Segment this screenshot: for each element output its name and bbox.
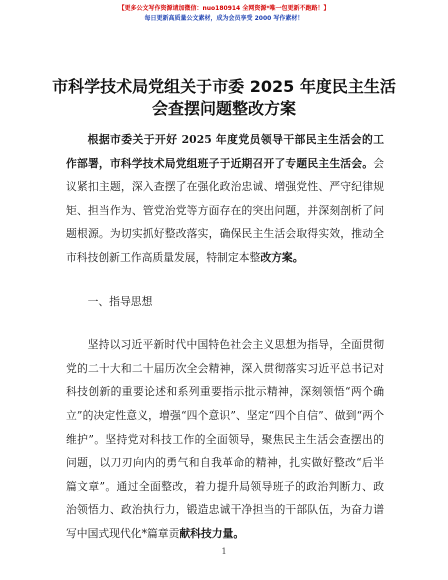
title-line-2: 会查摆问题整改方案	[151, 99, 296, 118]
intro-paragraph	[66, 128, 384, 270]
promo-line-red: 【更多公文写作资源请加微信：nuo180914 全网资源*唯一包更新不跑路！】	[118, 5, 330, 12]
section-heading-guiding-ideology: 一、指导思想	[87, 294, 153, 308]
header-banner	[0, 4, 448, 24]
promo-line-blue: 每日更新高质量公文素材，成为会员享受 2000 写作素材！	[144, 15, 304, 22]
intro-bold-tail: 改方案。	[260, 250, 304, 264]
intro-text: 会议紧扣主题，深入查摆了在强化政治忠诚、增强党性、严守纪律规矩、担当作为、管党治党等方面存在的突出问题，并深刻剖析了问题根源。为切实抓好整改落实，确保民主生活会取得实效，推动全市科技创新工作高质量发展，特制定本整	[66, 156, 384, 264]
section-1-text: 坚持以习近平新时代中国特色社会主义思想为指导，全面贯彻党的二十大和二十届历次全会精神，深入贯彻落实习近平总书记对科技创新的重要论述和系列重要指示批示精神，深刻领悟“两个确立”的决定性意义，增强“四个意识”、坚定“四个自信”、做到“两个维护”。坚持党对科技工作的全面领导，聚焦民主生活会查摆出的问题，以刀刃向内的勇气和自我革命的精神，扎实做好整改“后半篇文章”。通过全面整改，着力提升局领导班子的政治判断力、政治领悟力、政治执行力，锻造忠诚干净担当的干部队伍，为奋力谱写中国式现代化*篇章贡	[66, 338, 384, 540]
section-1-paragraph	[66, 333, 384, 545]
document-body	[66, 128, 384, 546]
paragraph-gap	[66, 270, 384, 290]
page-number: 1	[221, 547, 227, 556]
paragraph-gap	[66, 313, 384, 333]
section-1-bold-tail: 献科技力量。	[179, 526, 245, 540]
intro-bold-lead: 根据市委关于开好 2025 年度党员领导干部民主生活会的工作部署，市科学技术局党组班子于近期召开了专题民主生活会。	[66, 133, 384, 170]
document-title	[40, 76, 408, 120]
title-line-1: 市科学技术局党组关于市委 2025 年度民主生活	[52, 77, 396, 96]
